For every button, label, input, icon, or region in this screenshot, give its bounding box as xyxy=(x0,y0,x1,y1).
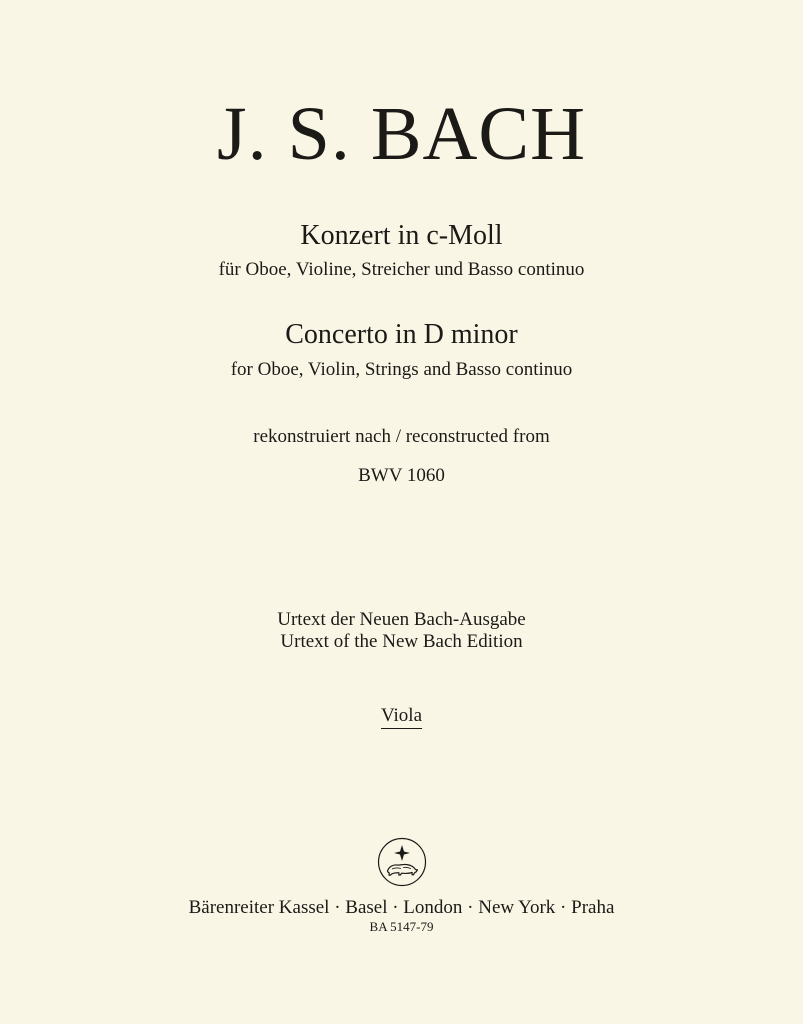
title-english: Concerto in D minor xyxy=(285,319,518,350)
composer-name: J. S. BACH xyxy=(217,92,586,176)
publisher-line: Bärenreiter Kassel · Basel · London · New York · Praha xyxy=(188,897,615,918)
urtext-german: Urtext der Neuen Bach-Ausgabe xyxy=(277,609,526,630)
baerenreiter-bear-star-icon xyxy=(377,837,427,887)
catalog-number: BA 5147-79 xyxy=(369,919,434,934)
reconstruction-note: rekonstruiert nach / reconstructed from xyxy=(253,426,550,447)
title-german: Konzert in c-Moll xyxy=(300,220,503,251)
subtitle-german: für Oboe, Violine, Streicher und Basso continuo xyxy=(218,259,585,280)
subtitle-english: for Oboe, Violin, Strings and Basso continuo xyxy=(230,359,573,380)
instrument-part xyxy=(0,706,803,729)
instrument-label: Viola xyxy=(381,706,422,729)
urtext-english: Urtext of the New Bach Edition xyxy=(280,631,523,652)
bwv-number: BWV 1060 xyxy=(358,465,445,486)
